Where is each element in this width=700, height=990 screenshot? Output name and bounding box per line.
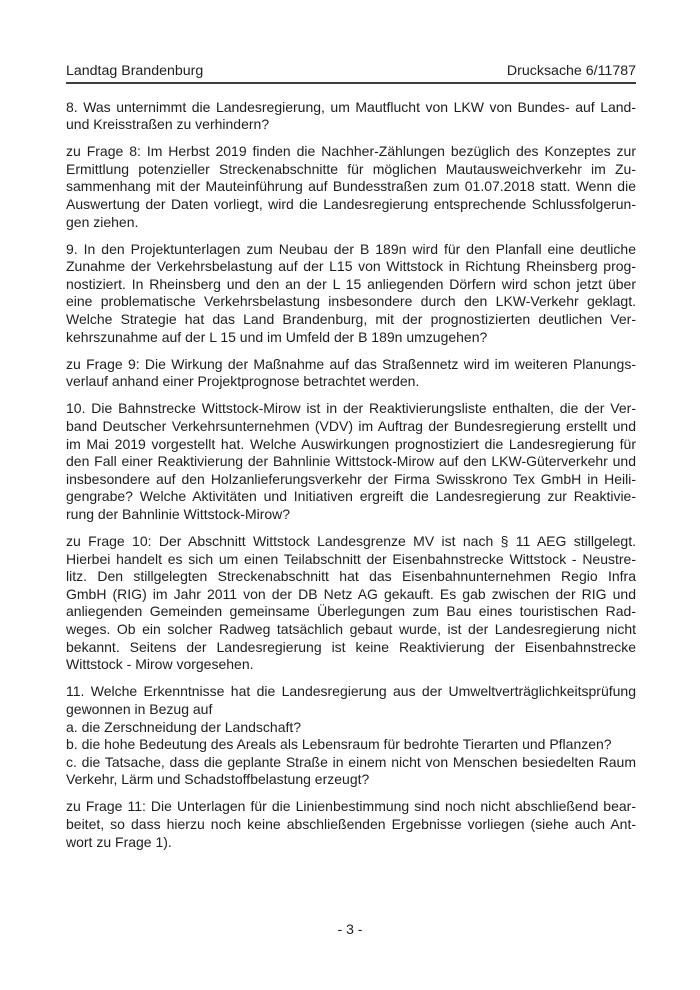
document-body [66,99,636,861]
text-line: 11. Welche Erkenntnisse hat die Landesregierung aus der Umweltverträglichkeitsprüfung [66,683,636,700]
paragraph [66,356,636,391]
header-rule [66,82,636,84]
text-line: weges. Ob ein solcher Radweg tatsächlich gebaut wurde, ist der Landesregierung nicht [66,621,636,638]
text-line: gen ziehen. [66,213,139,230]
text-line: nostiziert. In Rheinsberg und den an der L 15 anliegenden Dörfern wird schon jetzt über [66,275,636,292]
text-line: a. die Zerschneidung der Landschaft? [66,718,302,735]
text-line: 10. Die Bahnstrecke Wittstock-Mirow ist in der Reaktivierungsliste enthalten, die der Ver- [66,400,636,417]
text-line: im Mai 2019 vorgestellt hat. Welche Auswirkungen prognostiziert die Landesregierung für [66,435,636,452]
text-line: sammenhang mit der Mauteinführung auf Bundesstraßen zum 01.07.2018 statt. Wenn die [66,178,636,195]
text-line: bekannt. Seitens der Landesregierung ist keine Reaktivierung der Eisenbahnstrecke [66,638,636,655]
text-line: zu Frage 10: Der Abschnitt Wittstock Landesgrenze MV ist nach § 11 AEG stillgelegt. [66,533,636,550]
text-line: Zunahme der Verkehrsbelastung auf der L15 von Wittstock in Richtung Rheinsberg prog- [66,258,636,275]
text-line: Verkehr, Lärm und Schadstoffbelastung erzeugt? [66,771,370,788]
text-line: verlauf anhand einer Projektprognose betrachtet werden. [66,373,420,390]
text-line: Hierbei handelt es sich um einen Teilabschnitt der Eisenbahnstrecke Wittstock - Neustre- [66,550,636,567]
text-line: b. die hohe Bedeutung des Areals als Lebensraum für bedrohte Tierarten und Pflanzen? [66,736,612,753]
text-line: rung der Bahnlinie Wittstock-Mirow? [66,505,291,522]
text-line: wort zu Frage 1). [66,833,172,850]
header-document-number: Drucksache 6/11787 [506,63,636,79]
header-publisher: Landtag Brandenburg [66,63,204,79]
text-line: den Fall einer Reaktivierung der Bahnlinie Wittstock-Mirow auf den LKW-Güterverkehr und [66,453,636,470]
text-line: 8. Was unternimmt die Landesregierung, um Mautflucht von LKW von Bundes- auf Land- [66,98,636,115]
text-line: beitet, so dass hierzu noch keine abschließenden Ergebnisse vorliegen (siehe auch Ant- [66,815,636,832]
text-line: Wittstock - Mirow vorgesehen. [66,656,254,673]
text-line: gewonnen in Bezug auf [66,700,213,717]
page-footer [0,921,700,939]
paragraph [66,798,636,851]
text-line: Welche Strategie hat das Land Brandenburg, mit der prognostizierten deutlichen Ver- [66,311,636,328]
page-header [66,63,636,81]
text-line: anliegenden Gemeinden gemeinsame Überlegungen zum Bau eines touristischen Rad- [66,603,636,620]
text-line: gengrabe? Welche Aktivitäten und Initiativen ergreift die Landesregierung zur Reaktivie- [66,488,636,505]
text-line: 9. In den Projektunterlagen zum Neubau der B 189n wird für den Planfall eine deutliche [66,240,636,257]
text-line: zu Frage 11: Die Unterlagen für die Linienbestimmung sind noch nicht abschließend bear- [66,798,636,815]
text-line: zu Frage 8: Im Herbst 2019 finden die Nachher-Zählungen bezüglich des Konzeptes zur [66,143,636,160]
text-line: eine problematische Verkehrsbelastung insbesondere durch den LKW-Verkehr geklagt. [66,293,636,310]
text-line: band Deutscher Verkehrsunternehmen (VDV) im Auftrag der Bundesregierung erstellt und [66,418,636,434]
paragraph [66,99,636,134]
paragraph [66,683,636,789]
text-line: insbesondere auf den Holzanlieferungsverkehr der Firma Swisskrono Tex GmbH in Heili- [66,470,636,487]
text-line: Ermittlung potenzieller Streckenabschnitte für möglichen Mautausweichverkehr im Zu- [66,160,636,177]
paragraph [66,533,636,674]
text-line: GmbH (RIG) im Jahr 2011 von der DB Netz AG gekauft. Es gab zwischen der RIG und [66,585,636,602]
text-line: Auswertung der Daten vorliegt, wird die Landesregierung entsprechende Schlussfolgerun- [66,195,636,212]
paragraph [66,400,636,523]
text-line: kehrszunahme auf der L 15 und im Umfeld der B 189n umzugehen? [66,328,488,345]
paragraph [66,143,636,231]
text-line: zu Frage 9: Die Wirkung der Maßnahme auf das Straßennetz wird im weiteren Planungs- [66,355,636,372]
text-line: c. die Tatsache, dass die geplante Straße in einem nicht von Menschen besiedelten Raum [66,753,636,770]
page-number: - 3 - [337,920,363,937]
text-line: litz. Den stillgelegten Streckenabschnitt hat das Eisenbahnunternehmen Regio Infra [66,568,636,585]
text-line: und Kreisstraßen zu verhindern? [66,116,270,133]
paragraph [66,241,636,347]
